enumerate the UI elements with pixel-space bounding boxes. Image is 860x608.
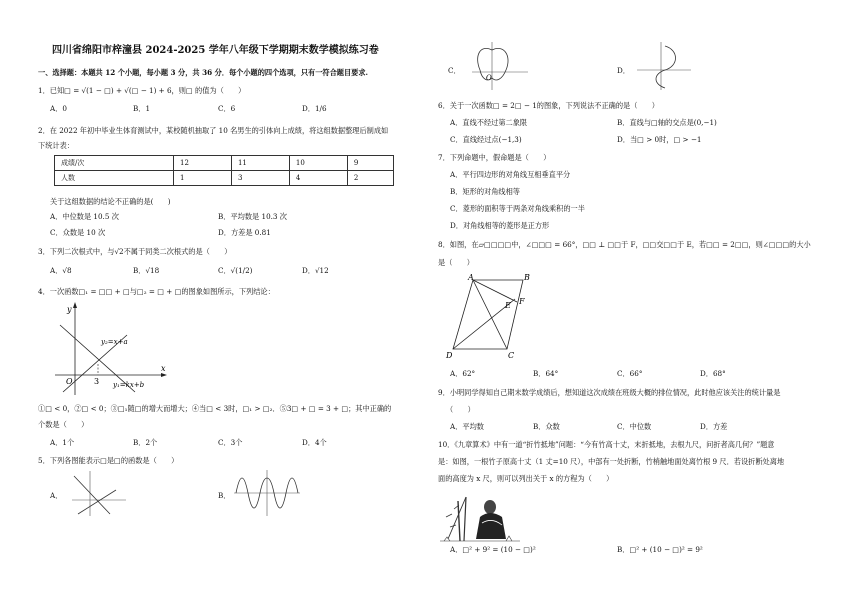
table-cell: 3: [231, 171, 289, 186]
q4-option-b: B．2个: [133, 438, 158, 447]
q5-graph-a: [70, 468, 128, 518]
q3-option-d: D．√12: [302, 266, 329, 275]
q4-option-c: C．3个: [218, 438, 243, 447]
point-e-label: E: [505, 301, 511, 310]
graph-x-label: x: [161, 364, 166, 373]
q8-stem-line2: 是（ ）: [438, 258, 474, 267]
q4-conditions-line2: 个数是（ ）: [38, 420, 89, 429]
q6-stem: 6．关于一次函数□ = 2□ − 1的图象，下列说法不正确的是（ ）: [438, 101, 659, 110]
q8-option-c: C．66°: [617, 369, 643, 378]
q7-option-a: A．平行四边形的对角线互相垂直平分: [450, 170, 571, 179]
q8-option-b: B．64°: [533, 369, 559, 378]
q5-option-b: B．: [218, 491, 231, 500]
q1-option-d: D．1/6: [302, 104, 327, 113]
table-cell: 4: [289, 171, 347, 186]
q2-stem-line1: 2．在 2022 年初中毕业生体育测试中，某校随机抽取了 10 名男生的引体向上成绩，将这组数据整理后制成如: [38, 126, 389, 135]
q10-line3: 面的高度为 x 尺，则可以列出关于 x 的方程为（ ）: [438, 474, 614, 483]
table-cell: 10: [289, 156, 347, 171]
q7-option-c: C．菱形的面积等于两条对角线乘积的一半: [450, 204, 585, 213]
q2-option-b: B．平均数是 10.3 次: [218, 212, 287, 221]
table-row: [55, 156, 394, 171]
q1-option-b: B．1: [133, 104, 151, 113]
q2-option-a: A．中位数是 10.5 次: [50, 212, 119, 221]
q10-option-b: B．□² + (10 − □)² = 9²: [617, 545, 703, 554]
q7-option-b: B．矩形的对角线相等: [450, 187, 520, 196]
q1-stem: 1．已知□ = √(1 − □) + √(□ − 1) + 6，则□ 的值为（ ）: [38, 86, 246, 95]
q7-option-d: D．对角线相等的菱形是正方形: [450, 221, 550, 230]
section-heading: 一、选择题：本题共 12 个小题，每小题 3 分，共 36 分．每个小题的四个选项，只有一符合题目要求.: [38, 68, 369, 77]
q6-option-a: A．直线不经过第二象限: [450, 118, 528, 127]
q9-option-a: A．平均数: [450, 422, 484, 431]
q10-line2: 是：如图，一根竹子原高十丈（1 丈=10 尺），中部有一处折断，竹梢触地面处离竹根 9 尺．若设折断处离地: [438, 457, 785, 466]
q4-conditions-line1: ①□ < 0，②□ < 0；③□₁随□的增大而增大；④当□ < 3时，□₁ > □₂．⑤3□ + □ = 3 + □；其中正确的: [38, 404, 392, 413]
table-cell: 1: [174, 171, 232, 186]
graph-three-label: 3: [94, 377, 100, 386]
q6-option-b: B．直线与□轴的交点是(0,−1): [617, 118, 717, 127]
q4-graph: [55, 300, 180, 395]
q3-option-a: A．√8: [50, 266, 72, 275]
svg-text:O: O: [486, 74, 492, 82]
q9-option-b: B．众数: [533, 422, 560, 431]
score-table: [54, 155, 394, 186]
q3-stem: 3．下列二次根式中，与√2不属于同类二次根式的是（ ）: [38, 247, 232, 256]
q5-option-c: C．: [448, 66, 461, 75]
q4-option-d: D．4个: [302, 438, 327, 447]
q8-option-d: D．68°: [700, 369, 726, 378]
table-cell: 11: [231, 156, 289, 171]
q3-option-b: B．√18: [133, 266, 160, 275]
graph-line-y2-label: y₂=x+a: [101, 338, 128, 346]
q2-stem-line3: 关于这组数据的结论不正确的是( ): [50, 197, 171, 206]
page-title: 四川省绵阳市梓潼县 2024-2025 学年八年级下学期期末数学模拟练习卷: [52, 45, 379, 56]
q1-option-a: A．0: [50, 104, 67, 113]
q6-option-d: D．当□ > 0时，□ > −1: [617, 135, 702, 144]
q5-option-a: A．: [50, 491, 63, 500]
q2-option-c: C．众数是 10 次: [50, 228, 106, 237]
q8-parallelogram-figure: [445, 272, 535, 360]
q2-option-d: D．方差是 0.81: [218, 228, 271, 237]
bamboo-illustration: [440, 487, 520, 543]
point-d-label: D: [446, 351, 453, 360]
point-a-label: A: [468, 273, 474, 282]
point-b-label: B: [524, 273, 530, 282]
q3-option-c: C．√(1/2): [218, 266, 253, 275]
q1-option-c: C．6: [218, 104, 236, 113]
q9-option-d: D．方差: [700, 422, 728, 431]
q5-graph-c: [470, 40, 530, 92]
table-cell: 成绩/次: [55, 156, 174, 171]
point-c-label: C: [508, 351, 515, 360]
graph-y-label: y: [67, 305, 72, 314]
q8-stem-line1: 8．如图，在▱□□□□中，∠□□□ = 66°，□□ ⊥ □□于 F，□□交□□于 E，若□□ = 2□□，则∠□□□的大小: [438, 240, 811, 249]
table-cell: 人数: [55, 171, 174, 186]
table-cell: 2: [347, 171, 393, 186]
q5-graph-d: [635, 40, 695, 92]
q9-option-c: C．中位数: [617, 422, 652, 431]
q5-graph-b: [232, 468, 302, 518]
graph-line-y1-label: y₁=kx+b: [113, 381, 145, 389]
q4-option-a: A．1个: [50, 438, 75, 447]
q9-stem-line2: （ ）: [446, 405, 475, 414]
point-f-label: F: [519, 297, 525, 306]
q4-stem: 4．一次函数□₁ = □□ + □与□₂ = □ + □的图象如图所示，下列结论：: [38, 287, 275, 296]
q6-option-c: C．直线经过点(−1,3): [450, 135, 522, 144]
q10-option-a: A．□² + 9² = (10 − □)²: [450, 545, 536, 554]
q9-stem-line1: 9．小明同学得知自己期末数学成绩后，想知道这次成绩在班级大概的排位情况，此时他应该关注的统计量是: [438, 388, 781, 397]
q5-option-d: D．: [617, 66, 630, 75]
q2-stem-line2: 下统计表：: [38, 141, 74, 150]
q8-option-a: A．62°: [450, 369, 476, 378]
q10-line1: 10．《九章算术》中有一道“折竹抵地”问题：“今有竹高十丈，末折抵地，去根九尺，问折者高几何？”题意: [438, 440, 775, 449]
q7-stem: 7．下列命题中，假命题是（ ）: [438, 153, 551, 162]
table-cell: 9: [347, 156, 393, 171]
q5-stem: 5．下列各图能表示□是□的函数是（ ）: [38, 456, 179, 465]
graph-origin-label: O: [66, 377, 73, 386]
table-cell: 12: [174, 156, 232, 171]
table-row: [55, 171, 394, 186]
